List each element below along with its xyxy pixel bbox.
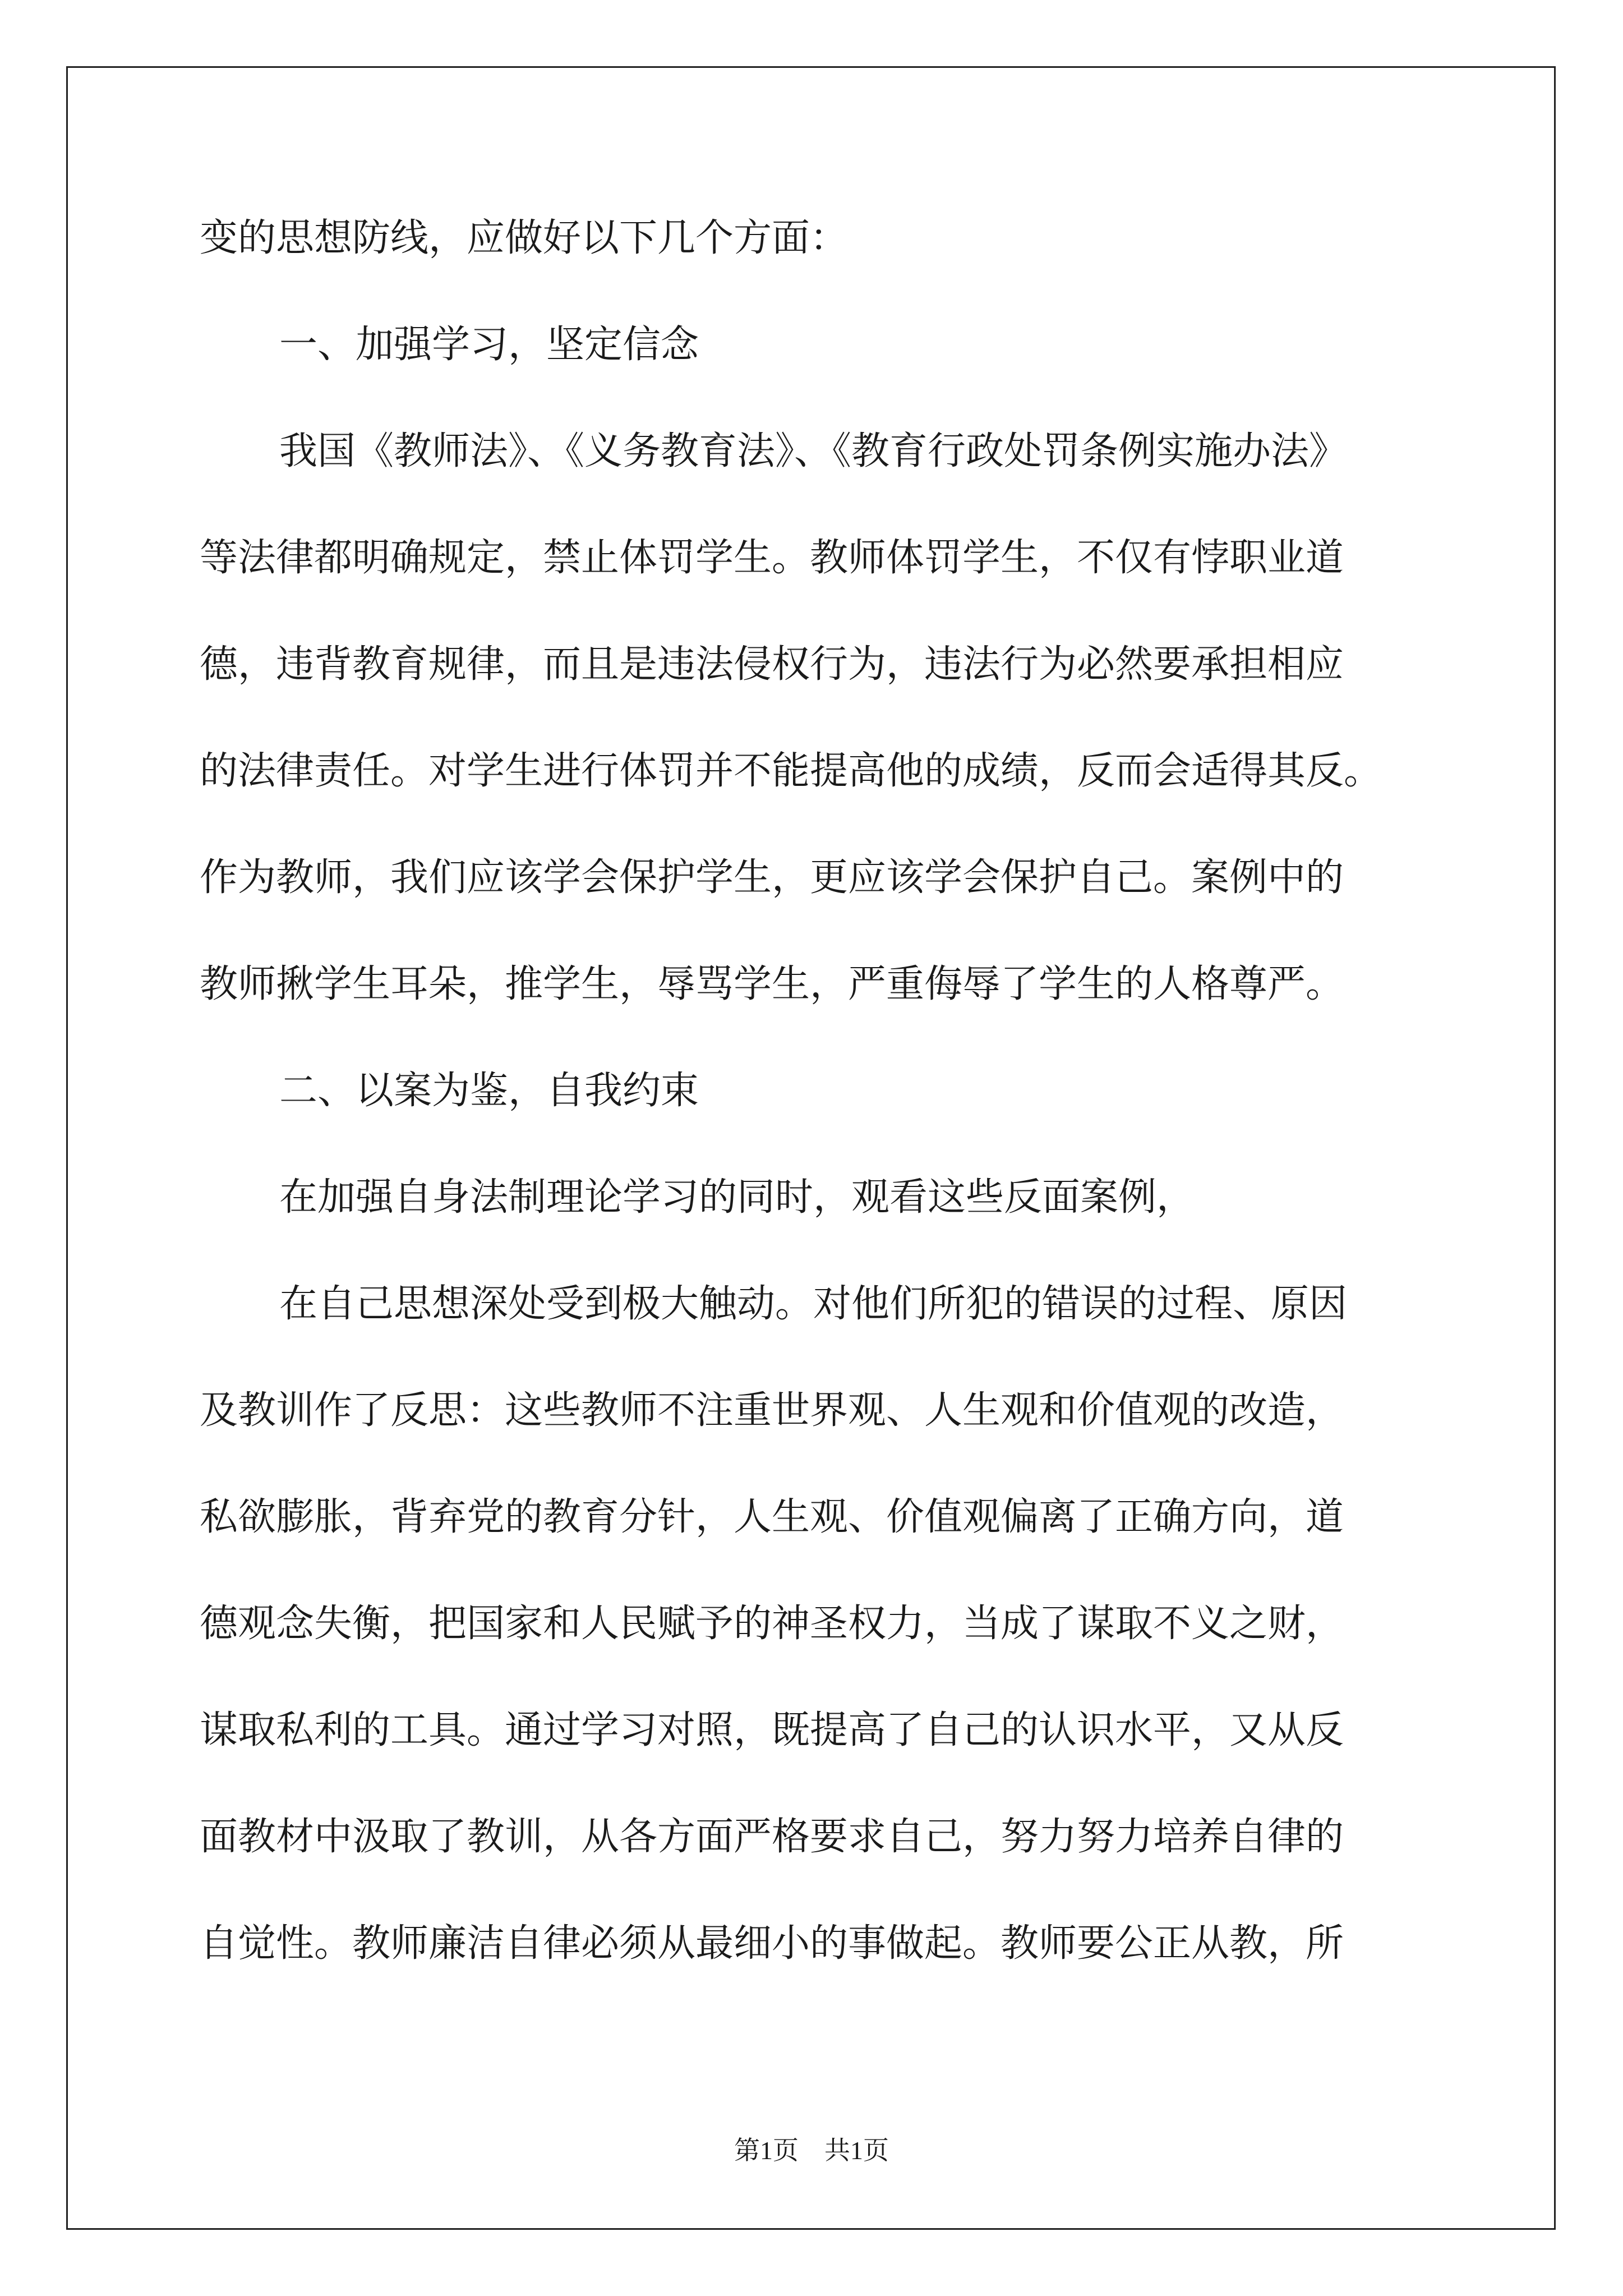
page-total: 共1页	[824, 2136, 889, 2165]
text-line: 在加强自身法制理论学习的同时，观看这些反面案例，	[279, 1175, 1195, 1220]
section-heading: 一、加强学习，坚定信念	[279, 323, 699, 367]
text-line: 等法律都明确规定，禁止体罚学生。教师体罚学生，不仅有悖职业道	[200, 536, 1344, 580]
page-number: 第1页	[734, 2136, 799, 2165]
text-line: 德，违背教育规律，而且是违法侵权行为，违法行为必然要承担相应	[200, 642, 1344, 687]
text-line: 我国《教师法》、《义务教育法》、《教育行政处罚条例实施办法》	[279, 429, 1348, 473]
text-line: 作为教师，我们应该学会保护学生，更应该学会保护自己。案例中的	[200, 855, 1344, 900]
page-border	[66, 66, 1556, 2230]
section-heading: 二、以案为鉴，自我约束	[279, 1069, 699, 1113]
text-line: 自觉性。教师廉洁自律必须从最细小的事做起。教师要公正从教，所	[200, 1921, 1344, 1966]
text-line: 私欲膨胀，背弃党的教育分针，人生观、价值观偏离了正确方向，道	[200, 1495, 1344, 1539]
text-line: 及教训作了反思：这些教师不注重世界观、人生观和价值观的改造，	[200, 1388, 1344, 1433]
page-footer	[0, 2134, 1623, 2168]
text-line: 谋取私利的工具。通过学习对照，既提高了自己的认识水平，又从反	[200, 1708, 1344, 1752]
text-line: 在自己思想深处受到极大触动。对他们所犯的错误的过程、原因	[279, 1282, 1348, 1326]
text-line: 变的思想防线，应做好以下几个方面：	[200, 216, 849, 260]
text-line: 的法律责任。对学生进行体罚并不能提高他的成绩，反而会适得其反。	[200, 749, 1382, 793]
text-line: 德观念失衡，把国家和人民赋予的神圣权力，当成了谋取不义之财，	[200, 1602, 1344, 1646]
text-line: 教师揪学生耳朵，推学生，辱骂学生，严重侮辱了学生的人格尊严。	[200, 962, 1344, 1006]
text-line: 面教材中汲取了教训，从各方面严格要求自己，努力努力培养自律的	[200, 1815, 1344, 1859]
